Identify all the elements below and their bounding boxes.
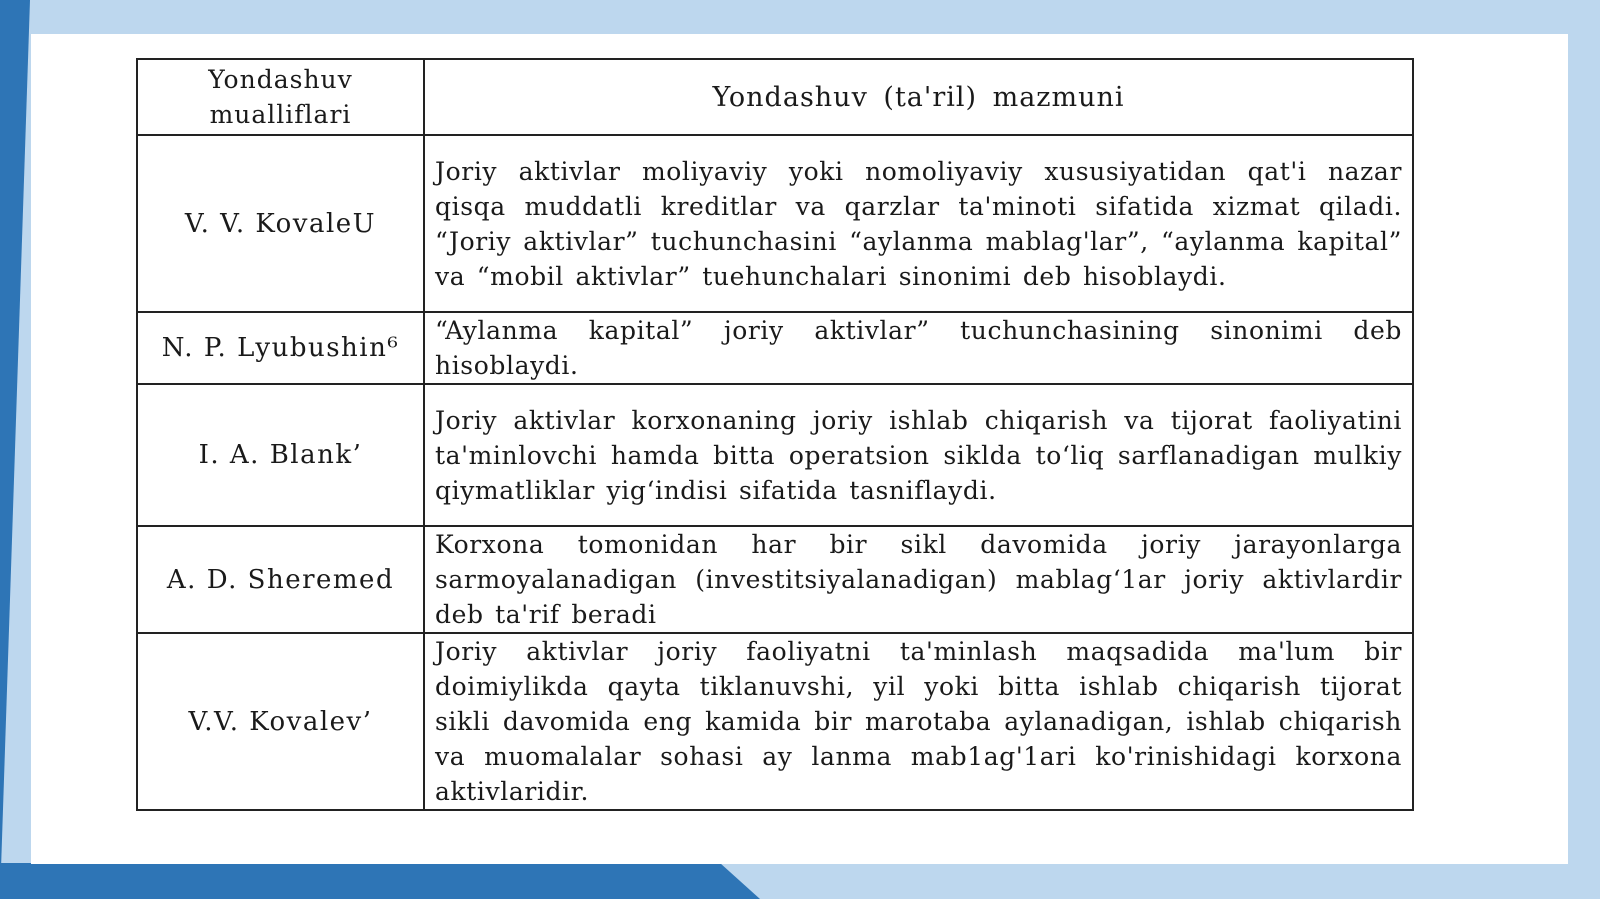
- header-authors: Yondashuv mualliflari: [137, 59, 424, 135]
- table-row: [137, 312, 1413, 384]
- table-row: [137, 135, 1413, 312]
- table-header-row: [137, 59, 1413, 135]
- author-cell: I. A. Blank’: [137, 384, 424, 526]
- approaches-table: [136, 58, 1414, 811]
- table-row: [137, 384, 1413, 526]
- author-cell: N. P. Lyubushin⁶: [137, 312, 424, 384]
- author-cell: V. V. KovaleU: [137, 135, 424, 312]
- corner-decoration: [0, 0, 30, 899]
- header-content: Yondashuv (ta'ril) mazmuni: [424, 59, 1413, 135]
- table-row: [137, 633, 1413, 810]
- content-cell: Korxona tomonidan har bir sikl davomida joriy jarayonlarga sarmoyalanadigan (investitsiyalanadigan) mablag‘1ar joriy aktivlardir deb ta'rif beradi: [424, 526, 1413, 633]
- author-cell: A. D. Sheremed: [137, 526, 424, 633]
- content-cell: “Aylanma kapital” joriy aktivlar” tuchunchasining sinonimi deb hisoblaydi.: [424, 312, 1413, 384]
- content-cell: Joriy aktivlar moliyaviy yoki nomoliyaviy xususiyatidan qat'i nazar qisqa muddatli kreditlar va qarzlar ta'minoti sifatida xizmat qiladi. “Joriy aktivlar” tuchunchasini “aylanma mablag'lar”, “aylanma kapital” va “mobil aktivlar” tuehunchalari sinonimi deb hisoblaydi.: [424, 135, 1413, 312]
- content-cell: Joriy aktivlar korxonaning joriy ishlab chiqarish va tijorat faoliyatini ta'minlovchi hamda bitta operatsion siklda to‘liq sarflanadigan mulkiy qiymatliklar yig‘indisi sifatida tasniflaydi.: [424, 384, 1413, 526]
- content-cell: Joriy aktivlar joriy faoliyatni ta'minlash maqsadida ma'lum bir doimiylikda qayta tiklanuvshi, yil yoki bitta ishlab chiqarish tijorat sikli davomida eng kamida bir marotaba aylanadigan, ishlab chiqarish va muomalalar sohasi ay lanma mab1ag'1ari ko'rinishidagi korxona aktivlaridir.: [424, 633, 1413, 810]
- table-row: [137, 526, 1413, 633]
- bottom-bar-decoration: [0, 863, 760, 899]
- slide: [31, 34, 1568, 864]
- author-cell: V.V. Kovalev’: [137, 633, 424, 810]
